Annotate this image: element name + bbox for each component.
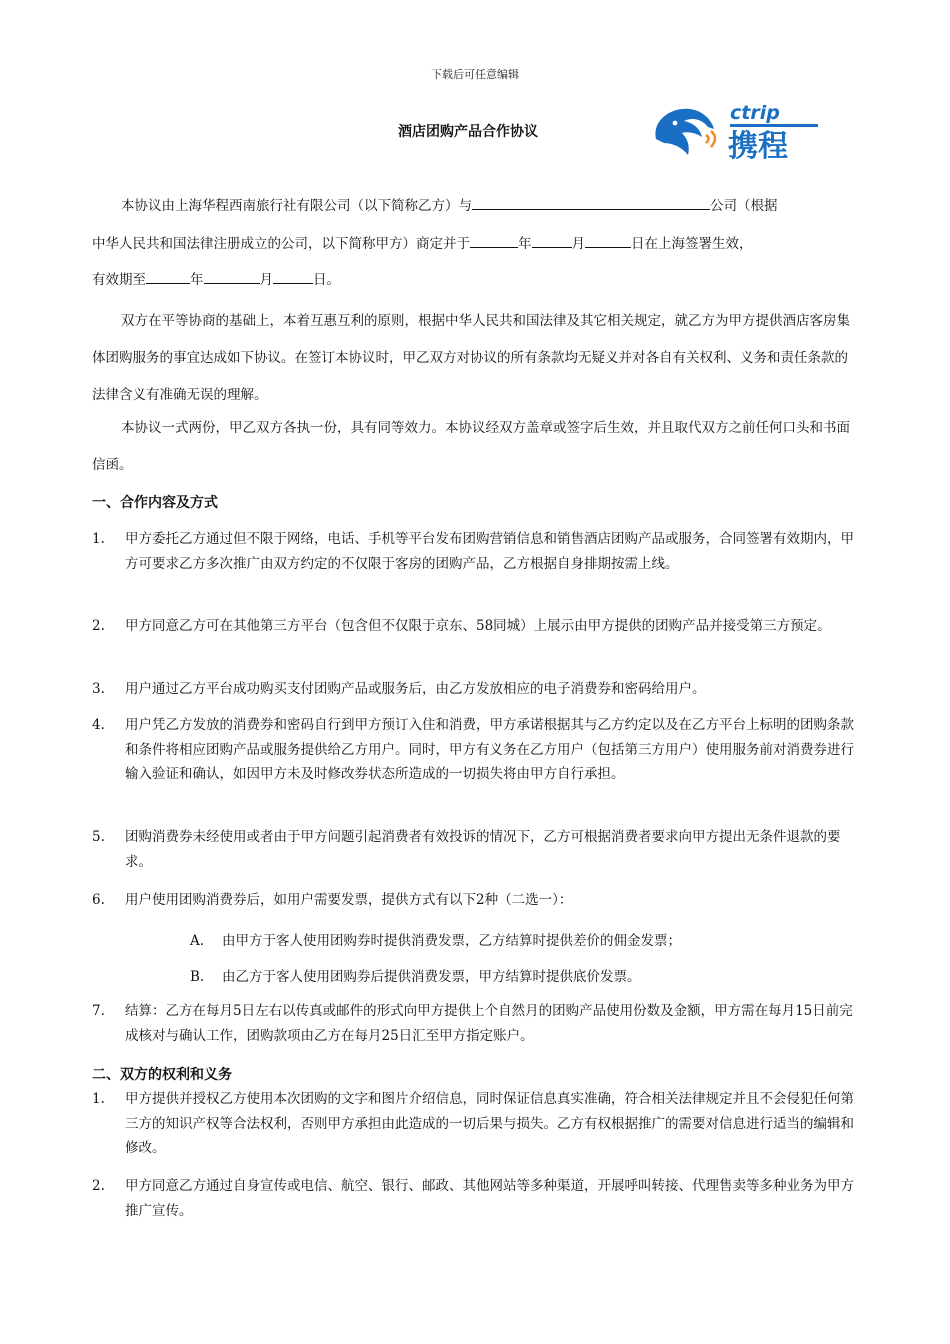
intro-paragraph-3: 本协议一式两份，甲乙双方各执一份，具有同等效力。本协议经双方盖章或签字后生效，并且取代双方之前任何口头和书面信函。 [92, 420, 850, 473]
item-text: 甲方同意乙方可在其他第三方平台（包含但不仅限于京东、58同城）上展示由甲方提供的团购产品并接受第三方预定。 [125, 618, 831, 634]
option-text: 由乙方于客人使用团购券后提供消费发票，甲方结算时提供底价发票。 [222, 969, 641, 985]
item-number: 2. [92, 1178, 105, 1194]
invoice-option-a [190, 929, 681, 949]
item-number: 3. [92, 681, 105, 697]
item-text: 用户使用团购消费券后，如用户需要发票，提供方式有以下2种（二选一）： [125, 892, 573, 908]
section-1-heading: 一、合作内容及方式 [92, 495, 218, 511]
item-text: 甲方同意乙方通过自身宣传或电信、航空、银行、邮政、其他网站等多种渠道，开展呼叫转接、代理售卖等多种业务为甲方推广宣传。 [125, 1178, 854, 1219]
intro-line-2 [92, 232, 753, 252]
valid-day-blank [273, 268, 313, 284]
valid-month-label: 月 [259, 272, 273, 288]
document-title: 酒店团购产品合作协议 [398, 124, 538, 140]
intro-line-1-text: 本协议由上海华程西南旅行社有限公司（以下简称乙方）与 [121, 198, 472, 214]
logo-wordmark: ctrip [730, 102, 780, 124]
invoice-option-b [190, 965, 641, 985]
sign-month-blank [532, 232, 572, 248]
option-label: B. [190, 969, 205, 985]
option-text: 由甲方于客人使用团购券时提供消费发票，乙方结算时提供差价的佣金发票； [222, 933, 681, 949]
item-number: 7. [92, 1003, 105, 1019]
year-label: 年 [518, 236, 532, 252]
item-text: 用户通过乙方平台成功购买支付团购产品或服务后，由乙方发放相应的电子消费券和密码给用户。 [125, 681, 706, 697]
valid-until-label: 有效期至 [92, 272, 146, 288]
valid-day-label: 日。 [313, 272, 340, 288]
item-text: 甲方提供并授权乙方使用本次团购的文字和图片介绍信息，同时保证信息真实准确，符合相关法律规定并且不会侵犯任何第三方的知识产权等合法权利，否则甲方承担由此造成的一切后果与损失。乙方有权根据推广的需要对信息进行适当的编辑和修改。 [125, 1091, 854, 1156]
valid-month-blank [204, 268, 260, 284]
month-label: 月 [571, 236, 585, 252]
item-number: 1. [92, 531, 105, 547]
section-2-heading: 二、双方的权利和义务 [92, 1067, 232, 1083]
item-text: 用户凭乙方发放的消费券和密码自行到甲方预订入住和消费，甲方承诺根据其与乙方约定以及在乙方平台上标明的团购条款和条件将相应团购产品或服务提供给乙方用户。同时，甲方有义务在乙方用户（包括第三方用户）使用服务前对消费券进行输入验证和确认，如因甲方未及时修改券状态所造成的一切损失将由甲方自行承担。 [125, 717, 854, 782]
sign-day-blank [585, 232, 631, 248]
item-number: 5. [92, 829, 105, 845]
ctrip-logo [648, 99, 820, 161]
intro-line-1 [121, 194, 778, 214]
item-number: 2. [92, 618, 105, 634]
intro-paragraph-2: 双方在平等协商的基础上，本着互惠互利的原则，根据中华人民共和国法律及其它相关规定，就乙方为甲方提供酒店客房集体团购服务的事宜达成如下协议。在签订本协议时，甲乙双方对协议的所有条款均无疑义并对各自有关权利、义务和责任条款的法律含义有准确无误的理解。 [92, 313, 850, 403]
logo-name: 携程 [728, 129, 788, 161]
intro-line-2-text: 中华人民共和国法律注册成立的公司，以下简称甲方）商定并于 [92, 236, 470, 252]
intro-line-1-tail: 公司（根据 [710, 198, 778, 214]
intro-line-2-tail: 日在上海签署生效， [631, 236, 753, 252]
intro-line-3 [92, 268, 340, 288]
item-number: 1. [92, 1091, 105, 1107]
item-text: 团购消费券未经使用或者由于甲方问题引起消费者有效投诉的情况下，乙方可根据消费者要求向甲方提出无条件退款的要求。 [125, 829, 841, 870]
item-number: 4. [92, 717, 105, 733]
party-a-name-blank [472, 194, 710, 210]
option-label: A. [190, 933, 205, 949]
valid-year-blank [146, 268, 190, 284]
item-number: 6. [92, 892, 105, 908]
sign-year-blank [470, 232, 518, 248]
item-text: 甲方委托乙方通过但不限于网络，电话、手机等平台发布团购营销信息和销售酒店团购产品或服务，合同签署有效期内，甲方可要求乙方多次推广由双方约定的不仅限于客房的团购产品，乙方根据自身排期按需上线。 [125, 531, 854, 572]
valid-year-label: 年 [190, 272, 204, 288]
item-text: 结算：乙方在每月5日左右以传真或邮件的形式向甲方提供上个自然月的团购产品使用份数及金额，甲方需在每月15日前完成核对与确认工作，团购款项由乙方在每月25日汇至甲方指定账户。 [125, 1003, 853, 1044]
header-note: 下载后可任意编辑 [431, 68, 519, 81]
